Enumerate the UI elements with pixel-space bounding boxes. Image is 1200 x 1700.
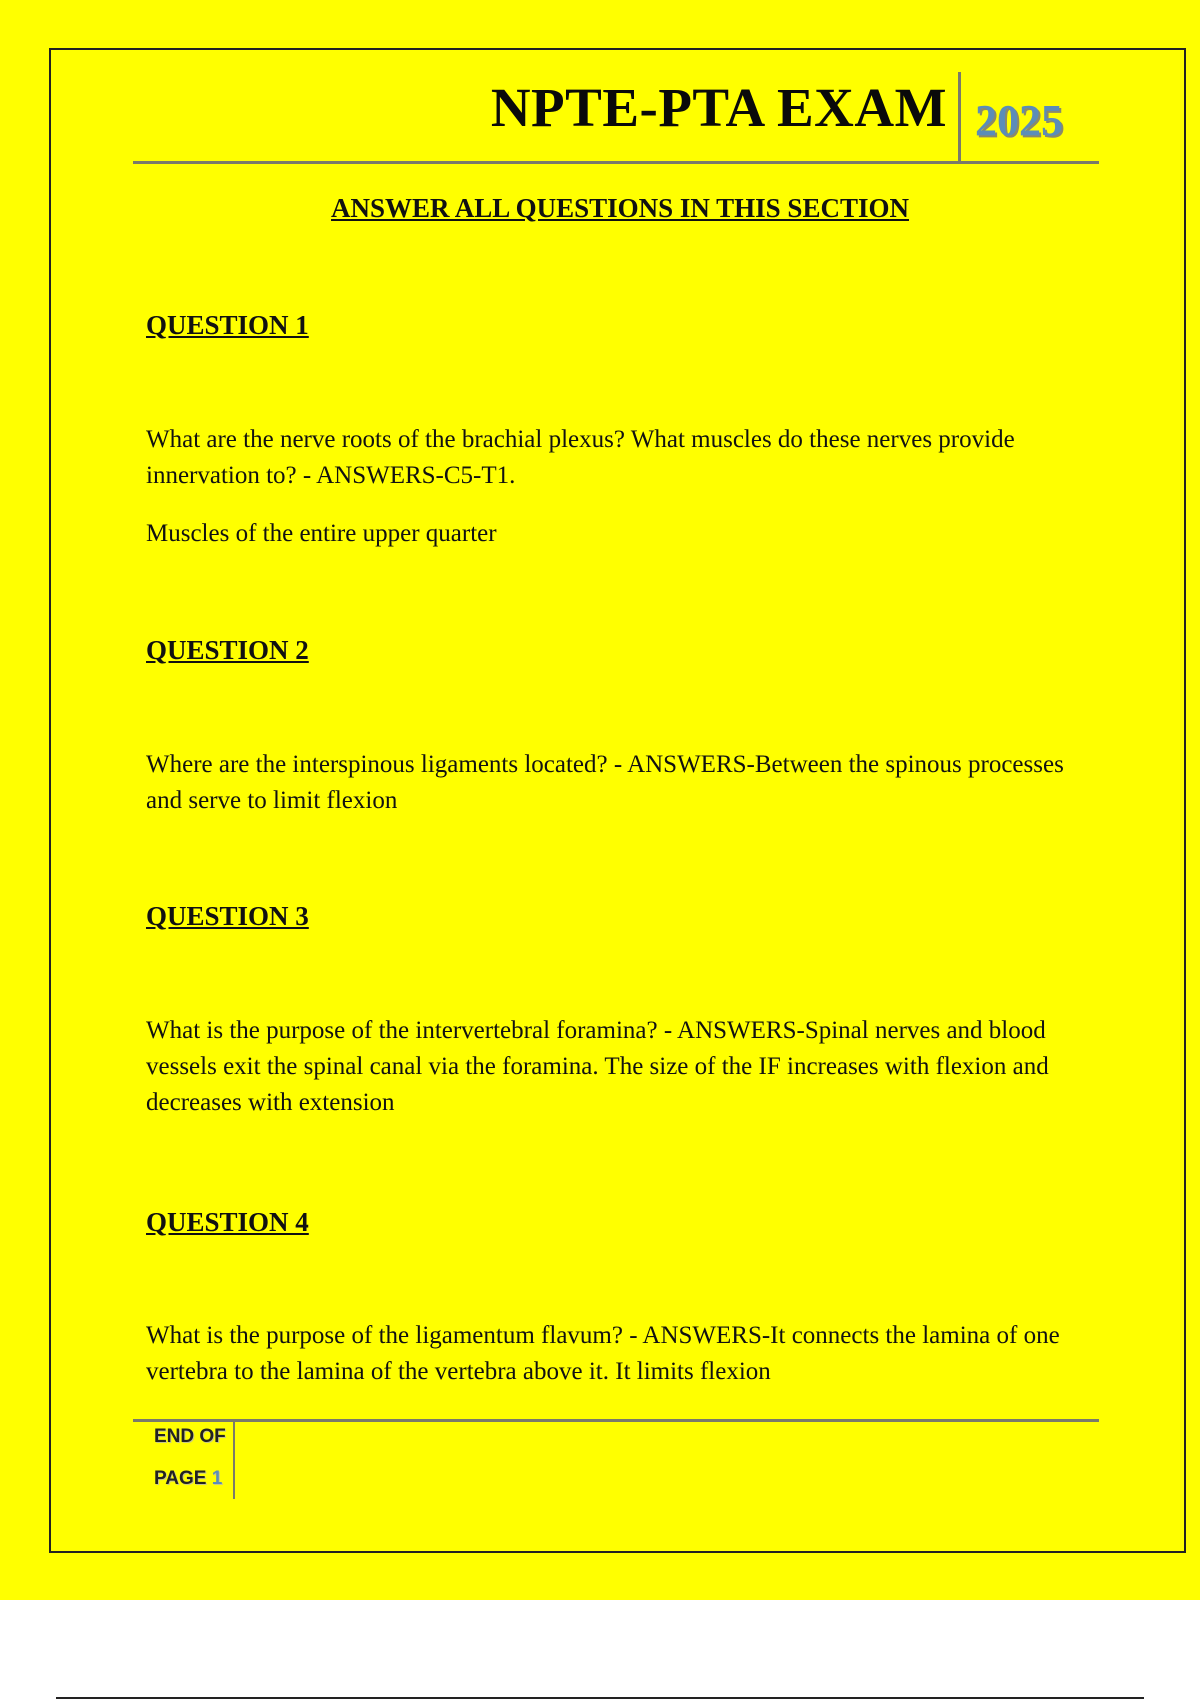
question-1-heading: QUESTION 1 <box>146 310 309 340</box>
question-2-heading: QUESTION 2 <box>146 635 309 665</box>
section-heading: ANSWER ALL QUESTIONS IN THIS SECTION <box>331 193 909 223</box>
footer-page-word: PAGE <box>154 1468 207 1489</box>
question-2-text: Where are the interspinous ligaments located? - ANSWERS-Between the spinous processes and serve to limit flexion <box>146 751 1064 814</box>
question-3-text: What is the purpose of the intervertebral foramina? - ANSWERS-Spinal nerves and blood vessels exit the spinal canal via the foramina. The size of the IF increases with flexion and decreases with extension <box>146 1017 1049 1116</box>
question-4-text: What is the purpose of the ligamentum flavum? - ANSWERS-It connects the lamina of one vertebra to the lamina of the vertebra above it. It limits flexion <box>146 1322 1060 1385</box>
question-3-heading: QUESTION 3 <box>146 901 309 931</box>
page-header <box>133 72 1099 164</box>
exam-title: NPTE-PTA EXAM <box>490 77 947 138</box>
page-number: 1 <box>211 1468 223 1489</box>
footer-page-label <box>154 1468 222 1490</box>
exam-year: 2025 <box>975 96 1063 145</box>
question-4-heading: QUESTION 4 <box>146 1207 309 1237</box>
footer-divider <box>233 1422 235 1499</box>
footer-end-of: END OF <box>154 1426 226 1447</box>
question-1-text: What are the nerve roots of the brachial plexus? What muscles do these nerves provide innervation to? - ANSWERS-C5-T1. <box>146 426 1015 489</box>
question-1-extra: Muscles of the entire upper quarter <box>146 520 497 547</box>
header-divider <box>958 72 961 161</box>
footer-rule <box>133 1419 1099 1422</box>
bottom-rule <box>56 1697 1144 1699</box>
